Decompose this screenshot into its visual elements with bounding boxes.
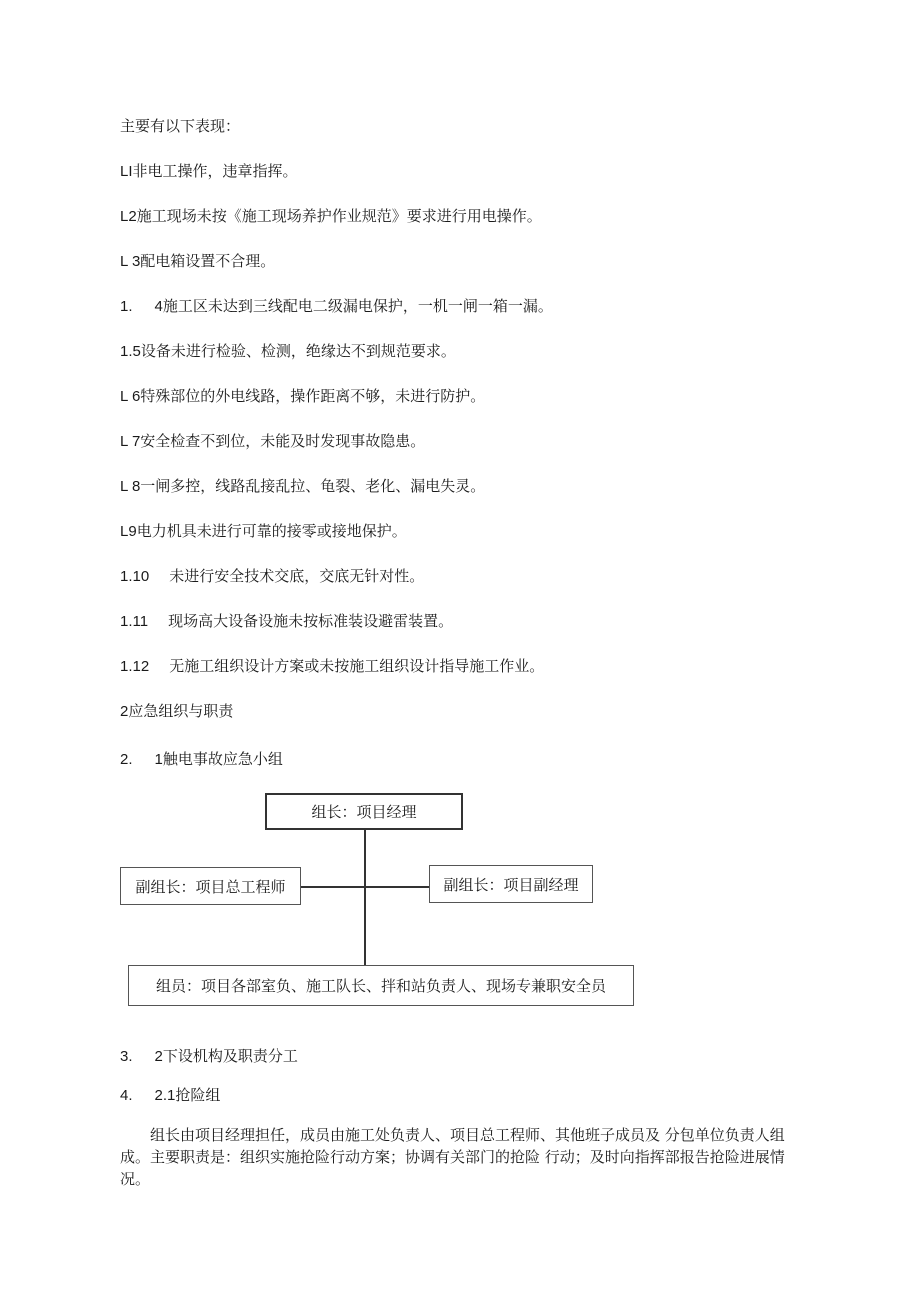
list-item-1-11: 1.11 现场高大设备设施未按标准装设避雷装置。 <box>120 612 454 630</box>
section-heading-4: 4. 2.1抢险组 <box>120 1086 221 1104</box>
list-item-1-2: L2施工现场未按《施工现场养护作业规范》要求进行用电操作。 <box>120 207 542 225</box>
list-item-1-3: L 3配电箱设置不合理。 <box>120 252 276 270</box>
section-heading-3: 3. 2下设机构及职责分工 <box>120 1047 298 1065</box>
connector-vertical <box>364 829 366 965</box>
list-item-1-8: L 8一闸多控，线路乱接乱拉、龟裂、老化、漏电失灵。 <box>120 477 486 495</box>
org-leader-box: 组长：项目经理 <box>265 793 463 830</box>
connector-horizontal <box>300 886 430 888</box>
list-item-1-6: L 6特殊部位的外电线路，操作距离不够，未进行防护。 <box>120 387 486 405</box>
section-heading-2: 2应急组织与职责 <box>120 702 234 720</box>
list-item-1-5: 1.5设备未进行检验、检测，绝缘达不到规范要求。 <box>120 342 456 360</box>
list-item-1-1: LI非电工操作，违章指挥。 <box>120 162 298 180</box>
section-heading-2-1: 2. 1触电事故应急小组 <box>120 750 283 768</box>
list-item-1-10: 1.10 未进行安全技术交底，交底无针对性。 <box>120 567 425 585</box>
list-item-1-12: 1.12 无施工组织设计方案或未按施工组织设计指导施工作业。 <box>120 657 545 675</box>
list-item-1-7: L 7安全检查不到位，未能及时发现事故隐患。 <box>120 432 426 450</box>
body-paragraph: 组长由项目经理担任，成员由施工处负责人、项目总工程师、其他班子成员及 分包单位负责人组成。主要职责是：组织实施抢险行动方案；协调有关部门的抢险 行动；及时向指挥部报告抢险进展情况。 <box>120 1126 785 1188</box>
org-deputy-right-box: 副组长：项目副经理 <box>429 865 593 903</box>
list-item-1-9: L9电力机具未进行可靠的接零或接地保护。 <box>120 522 407 540</box>
list-item-1-4: 1. 4施工区未达到三线配电二级漏电保护，一机一闸一箱一漏。 <box>120 297 553 315</box>
org-deputy-left-box: 副组长：项目总工程师 <box>120 867 301 905</box>
intro-line: 主要有以下表现： <box>120 117 241 135</box>
org-members-box: 组员：项目各部室负、施工队长、拌和站负责人、现场专兼职安全员 <box>128 965 634 1006</box>
